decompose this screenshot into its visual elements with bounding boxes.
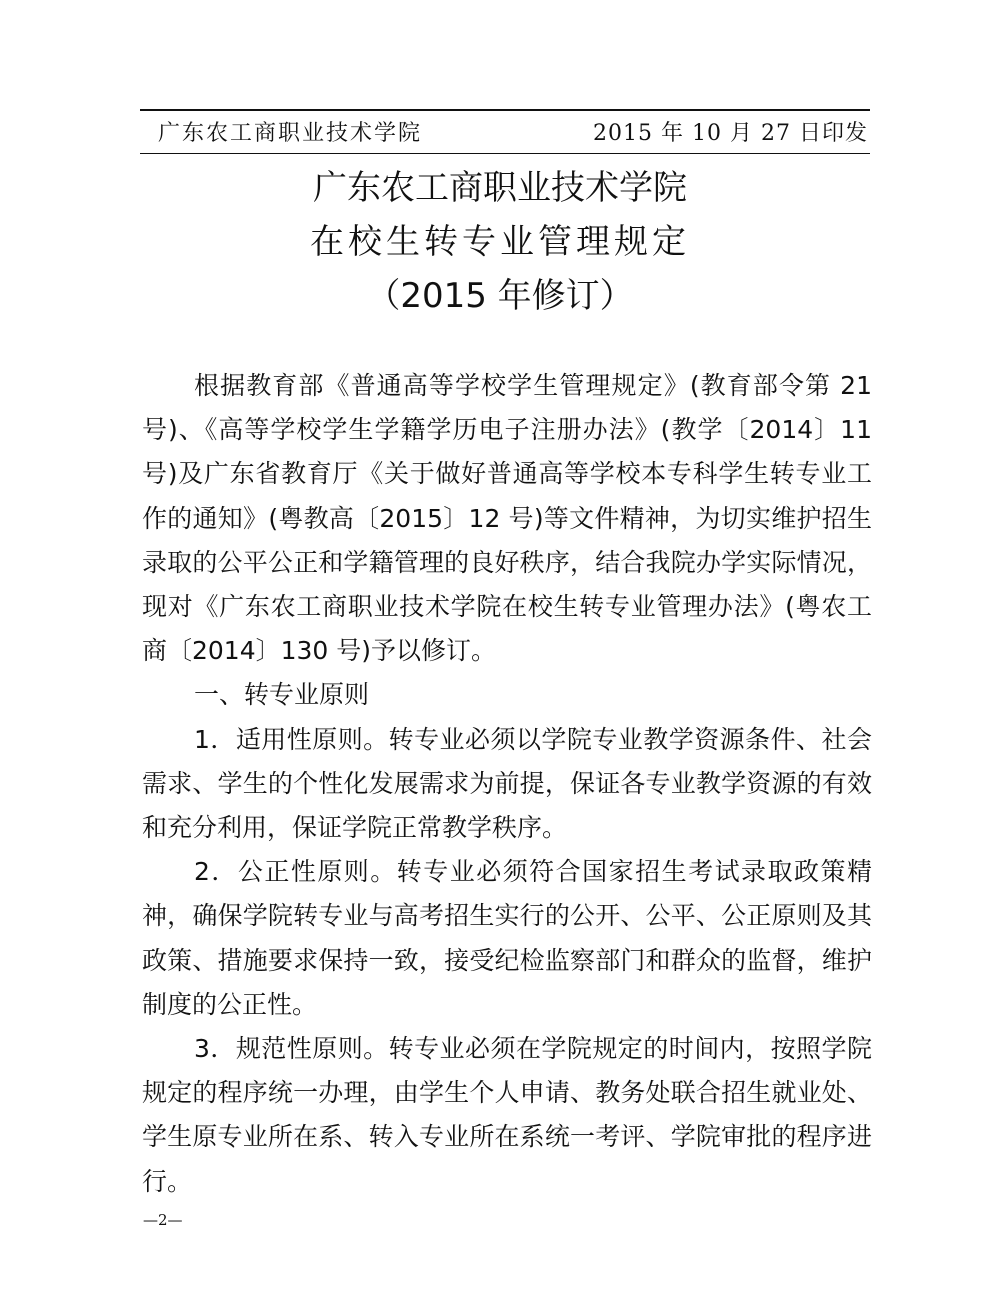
document-body [142,364,872,1204]
header-top-rule [140,109,870,111]
header-institution: 广东农工商职业技术学院 [158,121,423,146]
document-title-line-1: 广东农工商职业技术学院 [313,168,687,208]
header-bottom-rule [140,153,870,154]
principle-standardization: 3．规范性原则。转专业必须在学院规定的时间内，按照学院规定的程序统一办理，由学生个人申请、教务处联合招生就业处、学生原专业所在系、转入专业所在系统一考评、学院审批的程序进行。 [142,1034,872,1196]
document-title-line-3: （2015 年修订） [366,276,634,316]
header-issue-date: 2015 年 10 月 27 日印发 [593,121,868,146]
principle-fairness: 2．公正性原则。转专业必须符合国家招生考试录取政策精神，确保学院转专业与高考招生实行的公开、公平、公正原则及其政策、措施要求保持一致，接受纪检监察部门和群众的监督，维护制度的公正性。 [142,857,872,1019]
principle-applicability: 1．适用性原则。转专业必须以学院专业教学资源条件、社会需求、学生的个性化发展需求为前提，保证各专业教学资源的有效和充分利用，保证学院正常教学秩序。 [142,724,872,843]
section-heading-principles: 一、转专业原则 [194,680,370,710]
intro-paragraph: 根据教育部《普通高等学校学生管理规定》(教育部令第 21 号)、《高等学校学生学籍学历电子注册办法》(教学〔2014〕11 号)及广东省教育厅《关于做好普通高等学校本专科学生转专业工作的通知》(粤教高〔2015〕12 号)等文件精神，为切实维护招生录取的公平公正和学籍管理的良好秩序，结合我院办学实际情况，现对《广东农工商职业技术学院在校生转专业管理办法》(粤农工商〔2014〕130 号)予以修订。 [142,371,872,666]
document-title-line-2: 在校生转专业管理规定 [310,222,690,262]
page-number: —2— [143,1211,183,1229]
